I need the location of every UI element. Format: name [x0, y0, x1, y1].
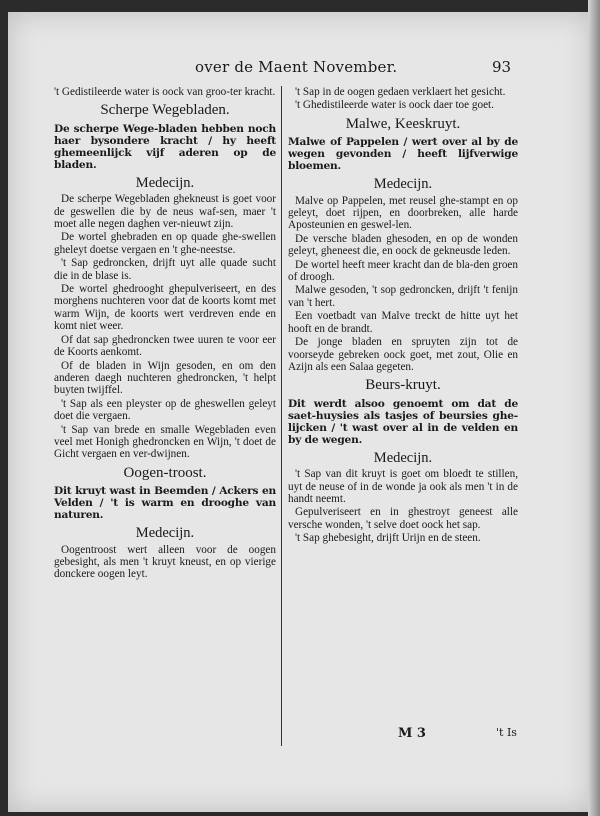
page-edge-shadow	[588, 0, 600, 816]
paragraph: 't Sap van dit kruyt is goet om bloedt te stillen, uyt de neuse of in de wonde ja ook als men 't in de handt neemt.	[288, 468, 518, 505]
paragraph: Gepulveriseert en in ghestroyt geneest alle versche wonden, 't selve doet oock het sap.	[288, 506, 518, 531]
blackletter-description-malwe: Malwe of Pappelen / wert over al by de wegen gevonden / heeft lijfverwige bloemen.	[288, 136, 518, 173]
paragraph: De wortel heeft meer kracht dan de bla-den groen of droogh.	[288, 258, 518, 284]
paragraph: 't Sap gedroncken, drijft uyt alle quade sucht die in de blase is.	[54, 257, 276, 282]
paragraph: 't Ghedistileerde water is oock daer toe goet.	[295, 99, 494, 112]
paragraph: Of dat sap ghedroncken twee uuren te voor eer de Koorts aenkomt.	[54, 333, 276, 359]
medecijn-beurs-kruyt-paragraphs	[288, 468, 518, 544]
running-head: over de Maent November.	[195, 58, 398, 76]
catchword: 't Is	[496, 726, 517, 739]
left-intro: 't Gedistileerde water is oock van groo-ter kracht.	[54, 86, 276, 98]
medecijn-wegebladen-paragraphs	[54, 193, 276, 461]
paragraph: De wortel ghedrooght ghepulveriseert, en des morghens nuchteren voor dat de koorts komt met warm Wijn, de koorts wert verdreven ende en komt niet weer.	[54, 283, 276, 333]
paragraph: De versche bladen ghesoden, en op de wonden geleyt, gheneest die, en oock de gekneusde leden.	[288, 232, 518, 258]
paragraph: Malve op Pappelen, met reusel ghe-stampt en op geleyt, doet rijpen, en doorbreken, alle harde Aposteunien en geswel-len.	[288, 194, 518, 232]
paragraph: 't Sap als een pleyster op de gheswellen geleyt doet die vergaen.	[54, 397, 276, 423]
right-column	[288, 86, 518, 546]
heading-medecijn-malwe: Medecijn.	[373, 176, 433, 193]
paragraph: De scherpe Wegebladen ghekneust is goet voor de geswellen die by de neus waf-sen, maer 't moet alle negen daghen ver-nieuwt zijn.	[54, 193, 276, 231]
blackletter-description-wegebladen: De scherpe Wege-bladen hebben noch haer bysondere kracht / hy heeft ghemeenlijck vijf aderen op de bladen.	[54, 122, 276, 171]
page-header	[0, 52, 600, 80]
paragraph: 't Sap van brede en smalle Wegebladen even veel met Honigh ghedroncken en Wijn, 't doet de Gicht vergaen en ver-dwijnen.	[54, 423, 276, 461]
heading-scherpe-wegebladen: Scherpe Wegebladen.	[100, 102, 230, 119]
left-column	[54, 86, 276, 582]
signature-mark: M 3	[398, 726, 426, 741]
medecijn-malwe-paragraphs	[288, 195, 518, 374]
heading-medecijn-wegebladen: Medecijn.	[135, 174, 195, 191]
heading-medecijn-beurs-kruyt: Medecijn.	[373, 449, 433, 466]
paragraph: Malwe gesoden, 't sop gedroncken, drijft 't fenijn van 't hert.	[288, 284, 518, 309]
paragraph: Oogentroost wert alleen voor de oogen gebesight, als men 't kruyt kneust, en op vierige donckere oogen leyt.	[54, 543, 276, 581]
blackletter-description-beurs-kruyt: Dit werdt alsoo genoemt om dat de saet-huysies als tasjes of beursies ghe-lijcken / 't wast over al in de velden en by de wegen.	[288, 397, 518, 446]
heading-beurs-kruyt: Beurs-kruyt.	[365, 377, 441, 394]
page-number: 93	[492, 58, 512, 76]
paragraph: De jonge bladen en spruyten zijn tot de voorseyde gebreken oock goet, met zout, Olie en Azijn als een Salaa gegeten.	[288, 336, 518, 373]
heading-medecijn-oogen-troost: Medecijn.	[135, 525, 195, 542]
paragraph: De wortel ghebraden en op quade ghe-swellen gheleyt doetse vergaen en 't ghe-neestse.	[54, 231, 276, 256]
paragraph: 't Sap ghebesight, drijft Urijn en de steen.	[295, 532, 481, 545]
column-rule	[281, 86, 282, 746]
paragraph: Of de bladen in Wijn gesoden, en om den anderen daegh nuchteren ghedroncken, 't helpt buyten twijffel.	[54, 359, 276, 397]
heading-malwe-keeskruyt: Malwe, Keeskruyt.	[345, 115, 461, 132]
paragraph: Een voetbadt van Malve treckt de hitte uyt het hooft en de brandt.	[288, 310, 518, 335]
page-footer	[0, 722, 600, 742]
heading-oogen-troost: Oogen-troost.	[123, 464, 207, 481]
paragraph: 't Sap in de oogen gedaen verklaert het gesicht.	[295, 86, 506, 98]
blackletter-description-oogen-troost: Dit kruyt wast in Beemden / Ackers en Velden / 't is warm en drooghe van naturen.	[54, 485, 276, 522]
